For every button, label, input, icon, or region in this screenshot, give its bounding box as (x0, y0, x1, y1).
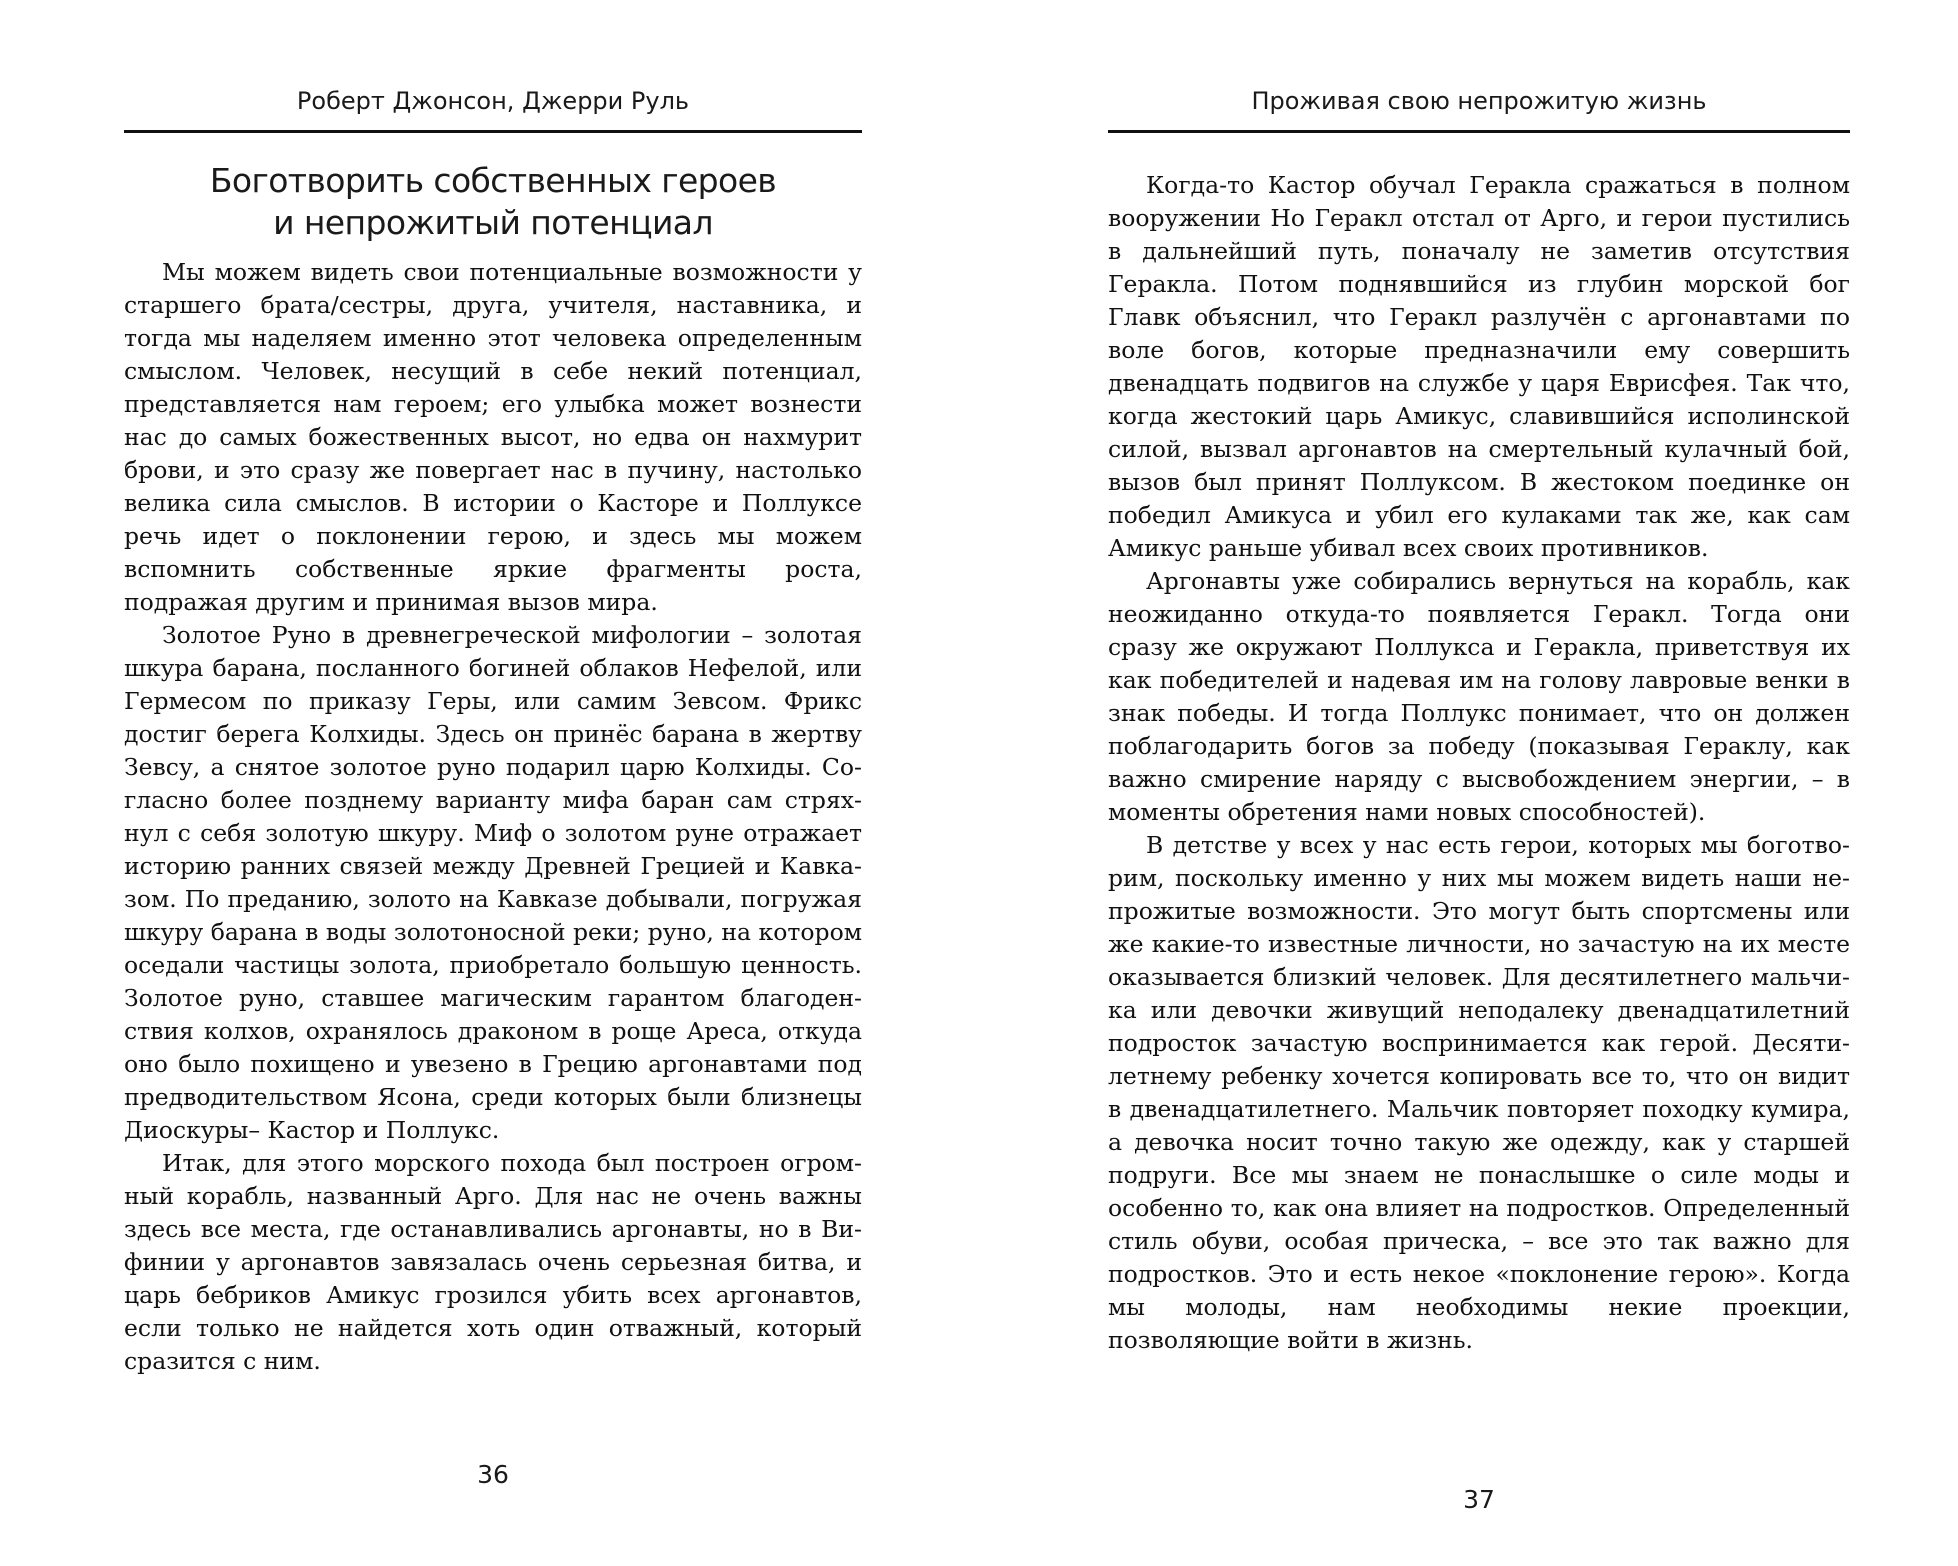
header-rule (124, 130, 862, 133)
running-header-authors: Роберт Джонсон, Джерри Руль (296, 87, 690, 115)
paragraph: Аргонавты уже собирались вернуться на корабль, как неожиданно откуда-то появляется Геракл. Тогда они сразу же окружают Поллукса и Геракла, приветствуя их как победителей и надевая им на голову лавровые венки в знак победы. И тогда Поллукс понимает, что он должен поблагодарить богов за победу (показывая Гераклу, как важно смирение наряду с высвобождением энергии, – в моменты обретения нами новых способностей). (1108, 567, 1850, 826)
right-page (1108, 0, 1850, 1566)
left-page (124, 0, 862, 1566)
running-header-book-title: Проживая свою непрожитую жизнь (1251, 87, 1707, 115)
body-text (124, 256, 862, 1378)
page-number: 37 (1463, 1485, 1495, 1514)
section-title-line-1: Боготворить собственных героев (209, 161, 777, 200)
paragraph: Золотое Руно в древнегреческой мифологии – золотая шкура барана, посланного богиней облаков Нефелой, или Гермесом по приказу Геры, или самим Зевсом. Фрикс достиг берега Колхиды. Здесь он принёс барана в жертву Зевсу, а снятое золотое руно подарил царю Колхиды. Согласно более позднему варианту мифа баран сам стряхнул с себя золотую шкуру. Миф о золотом руне отражает историю ранних связей между Древней Грецией и Кавказом. По преданию, золото на Кавказе добывали, погружая шкуру барана в воды золотоносной реки; руно, на котором оседали частицы золота, приобретало большую ценность. Золотое руно, ставшее магическим гарантом благоденствия колхов, охранялось драконом в роще Ареса, откуда оно было похищено и увезено в Грецию аргонавтами под предводительством Ясона, среди которых были близнецы Диоскуры– Кастор и Поллукс. (124, 621, 862, 1144)
section-title-line-2: и непрожитый потенциал (273, 203, 713, 242)
paragraph: Когда-то Кастор обучал Геракла сражаться в полном вооружении Но Геракл отстал от Арго, и герои пустились в дальнейший путь, поначалу не заметив отсутствия Геракла. Потом поднявшийся из глубин морской бог Главк объяснил, что Геракл разлучён с аргонавтами по воле богов, которые предназначили ему совершить двенадцать подвигов на службе у царя Еврисфея. Так что, когда жестокий царь Амикус, славившийся исполинской силой, вызвал аргонавтов на смертельный кулачный бой, вызов был принят Поллуксом. В жестоком поединке он победил Амикуса и убил его кулаками так же, как сам Амикус раньше убивал всех своих противников. (1108, 171, 1850, 562)
header-rule (1108, 130, 1850, 133)
section-title (124, 160, 862, 244)
body-text (1108, 169, 1850, 1357)
paragraph: В детстве у всех у нас есть герои, которых мы боготворим, поскольку именно у них мы можем видеть наши непрожитые возможности. Это могут быть спортсмены или же какие-то известные личности, но зачастую на их месте оказывается близкий человек. Для десятилетнего мальчика или девочки живущий неподалеку двенадцатилетний подросток зачастую воспринимается как герой. Десятилетнему ребенку хочется копировать все то, что он видит в двенадцатилетнего. Мальчик повторяет походку кумира, а девочка носит точно такую же одежду, как у старшей подруги. Все мы знаем не понаслышке о силе моды и особенно то, как она влияет на подростков. Определенный стиль обуви, особая прическа, – все это так важно для подростков. Это и есть некое «поклонение герою». Когда мы молоды, нам необходимы некие проекции, позволяющие войти в жизнь. (1108, 831, 1850, 1354)
paragraph: Итак, для этого морского похода был построен огромный корабль, названный Арго. Для нас не очень важны здесь все места, где останавливались аргонавты, но в Вифинии у аргонавтов завязалась очень серьезная битва, и царь бебриков Амикус грозился убить всех аргонавтов, если только не найдется хоть один отважный, который сразится с ним. (124, 1149, 862, 1375)
page-number: 36 (477, 1460, 509, 1489)
paragraph: Мы можем видеть свои потенциальные возможности у старшего брата/сестры, друга, учителя, наставника, и тогда мы наделяем именно этот человека определенным смыслом. Человек, несущий в себе некий потенциал, представляется нам героем; его улыбка может вознести нас до самых божественных высот, но едва он нахмурит брови, и это сразу же повергает нас в пучину, настолько велика сила смыслов. В истории о Касторе и Поллуксе речь идет о поклонении герою, и здесь мы можем вспомнить собственные яркие фрагменты роста, подражая другим и принимая вызов мира. (124, 258, 862, 616)
